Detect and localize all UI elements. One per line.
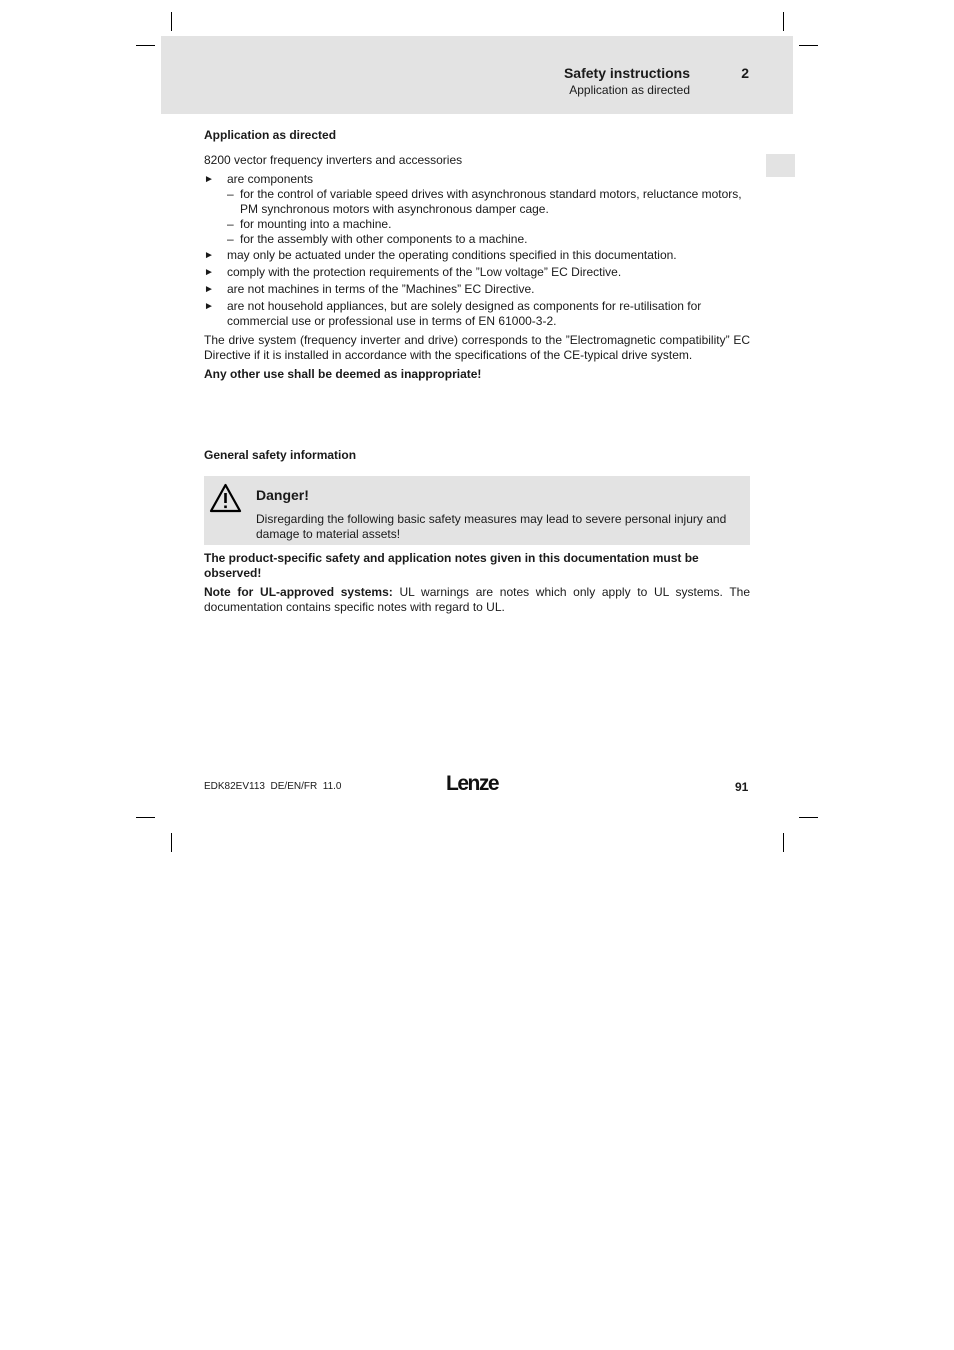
list-item <box>204 248 750 263</box>
page-number: 91 <box>735 780 749 794</box>
document-code: EDK82EV113 DE/EN/FR 11.0 <box>204 781 342 792</box>
chapter-number: 2 <box>741 65 749 81</box>
section-heading: Application as directed <box>204 128 337 142</box>
ul-note-text: UL warnings are notes which only apply to UL systems. The documentation contains specific notes with regard to UL. <box>204 585 751 614</box>
crop-mark <box>171 12 172 31</box>
sub-list-item <box>204 217 750 232</box>
dash-marker: – <box>227 232 234 246</box>
bullet-list <box>204 172 750 329</box>
header-subtitle: Application as directed <box>569 83 690 97</box>
crop-mark <box>136 45 155 46</box>
list-item-text: are not machines in terms of the ”Machines” EC Directive. <box>227 282 535 296</box>
triangle-right-icon: ► <box>204 301 214 312</box>
sub-item-text: for the control of variable speed drives with asynchronous standard motors, reluctance motors, PM synchronous motors with asynchronous damper cage. <box>240 187 742 216</box>
chapter-tab-marker <box>766 154 795 177</box>
list-item-text: may only be actuated under the operating conditions specified in this documentation. <box>227 248 677 262</box>
triangle-right-icon: ► <box>204 267 214 278</box>
triangle-right-icon: ► <box>204 174 214 185</box>
header-title: Safety instructions <box>563 65 690 81</box>
crop-mark <box>783 833 784 852</box>
list-item <box>204 172 750 187</box>
sub-item-text: for mounting into a machine. <box>240 217 392 231</box>
svg-text:Lenze: Lenze <box>446 772 499 795</box>
danger-title: Danger! <box>256 487 309 503</box>
danger-notice <box>204 476 750 545</box>
list-item <box>204 299 750 329</box>
ul-note-label: Note for UL-approved systems: <box>204 585 393 599</box>
inappropriate-use-note: Any other use shall be deemed as inappropriate! <box>204 367 482 381</box>
intro-text: 8200 vector frequency inverters and accessories <box>204 153 463 167</box>
list-item-text: comply with the protection requirements of the ”Low voltage” EC Directive. <box>227 265 622 279</box>
list-item <box>204 282 750 297</box>
dash-marker: – <box>227 217 234 231</box>
sub-item-text: for the assembly with other components to a machine. <box>240 232 528 246</box>
dash-marker: – <box>227 187 234 201</box>
triangle-right-icon: ► <box>204 250 214 261</box>
list-item-text: are components <box>227 172 314 186</box>
section-heading: General safety information <box>204 448 357 462</box>
crop-mark <box>799 45 818 46</box>
ul-note <box>204 585 750 615</box>
sub-list-item <box>204 187 750 217</box>
triangle-right-icon: ► <box>204 284 214 295</box>
list-item-text: are not household appliances, but are solely designed as components for re-utilisation for commercial use or professional use in terms of EN 61000-3-2. <box>227 299 702 328</box>
emc-paragraph: The drive system (frequency inverter and drive) corresponds to the ”Electromagnetic compatibility” EC Directive if it is installed in accordance with the specifications of the CE-typical drive system. <box>204 333 750 362</box>
crop-mark <box>136 817 155 818</box>
warning-triangle-icon <box>209 483 242 513</box>
crop-mark <box>171 833 172 852</box>
list-item <box>204 265 750 280</box>
page-content <box>204 128 750 615</box>
sub-list-item <box>204 232 750 247</box>
crop-mark <box>799 817 818 818</box>
observe-note: The product-specific safety and application notes given in this documentation must be observed! <box>204 551 699 580</box>
page-header <box>161 36 793 114</box>
lenze-logo <box>446 769 508 795</box>
crop-mark <box>783 12 784 31</box>
danger-text: Disregarding the following basic safety measures may lead to severe personal injury and damage to material assets! <box>256 512 727 541</box>
